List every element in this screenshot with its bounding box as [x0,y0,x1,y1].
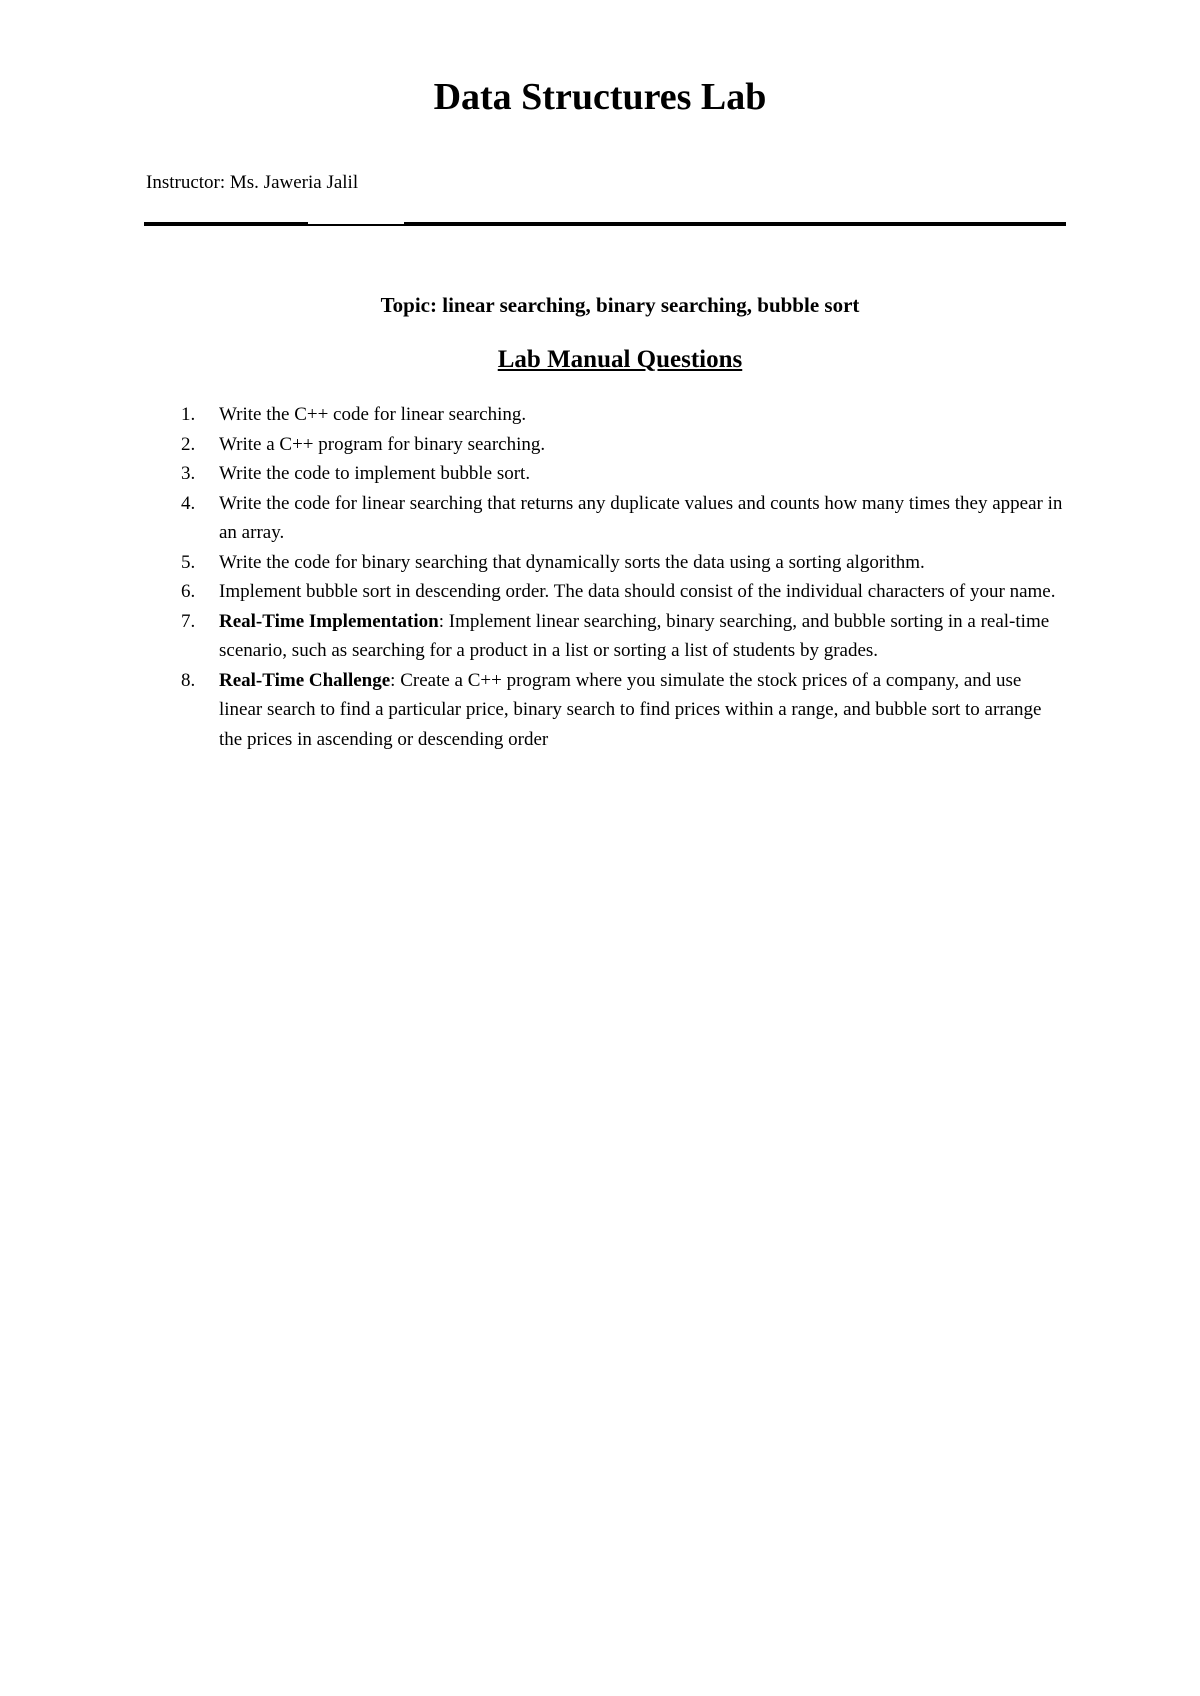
header-divider [144,222,1066,226]
question-bold-label: Real-Time Implementation [219,610,439,632]
divider-gap [308,222,404,224]
question-item [176,607,1066,666]
question-text: Implement bubble sort in descending order. The data should consist of the individual characters of your name. [219,581,1056,602]
question-item [176,430,1066,460]
question-number: 5. [181,551,196,573]
question-text: : Implement linear searching, binary searching, and bubble sorting in a real-time scenario, such as searching for a product in a list or sorting a list of students by grades. [219,610,1050,661]
question-item [176,400,1066,430]
question-number: 4. [181,492,196,514]
questions-list [176,400,1066,754]
question-number: 8. [181,669,196,691]
page-title: Data Structures Lab [433,76,767,118]
question-item [176,666,1066,755]
question-number: 7. [181,610,196,632]
question-number: 3. [181,463,196,484]
question-item [176,577,1066,607]
question-bold-label: Real-Time Challenge [219,669,391,691]
instructor-line: Instructor: Ms. Jaweria Jalil [146,172,359,193]
question-number: 1. [181,404,196,425]
question-text: Write a C++ program for binary searching. [219,433,546,455]
question-text: Write the code to implement bubble sort. [219,463,531,484]
question-text: : Create a C++ program where you simulate the stock prices of a company, and use linear search to find a particular price, binary search to find prices within a range, and bubble sort to arrange the prices in ascending or descending order [219,669,1042,750]
section-heading: Lab Manual Questions [497,346,743,373]
question-number: 6. [181,581,196,602]
question-text: Write the code for linear searching that returns any duplicate values and counts how many times they appear in an array. [219,492,1063,543]
topic-heading: Topic: linear searching, binary searching, bubble sort [380,293,860,317]
question-number: 2. [181,433,196,455]
question-item [176,459,1066,489]
question-item [176,548,1066,578]
question-item [176,489,1066,548]
question-text: Write the code for binary searching that dynamically sorts the data using a sorting algorithm. [219,551,925,573]
question-text: Write the C++ code for linear searching. [219,404,527,425]
